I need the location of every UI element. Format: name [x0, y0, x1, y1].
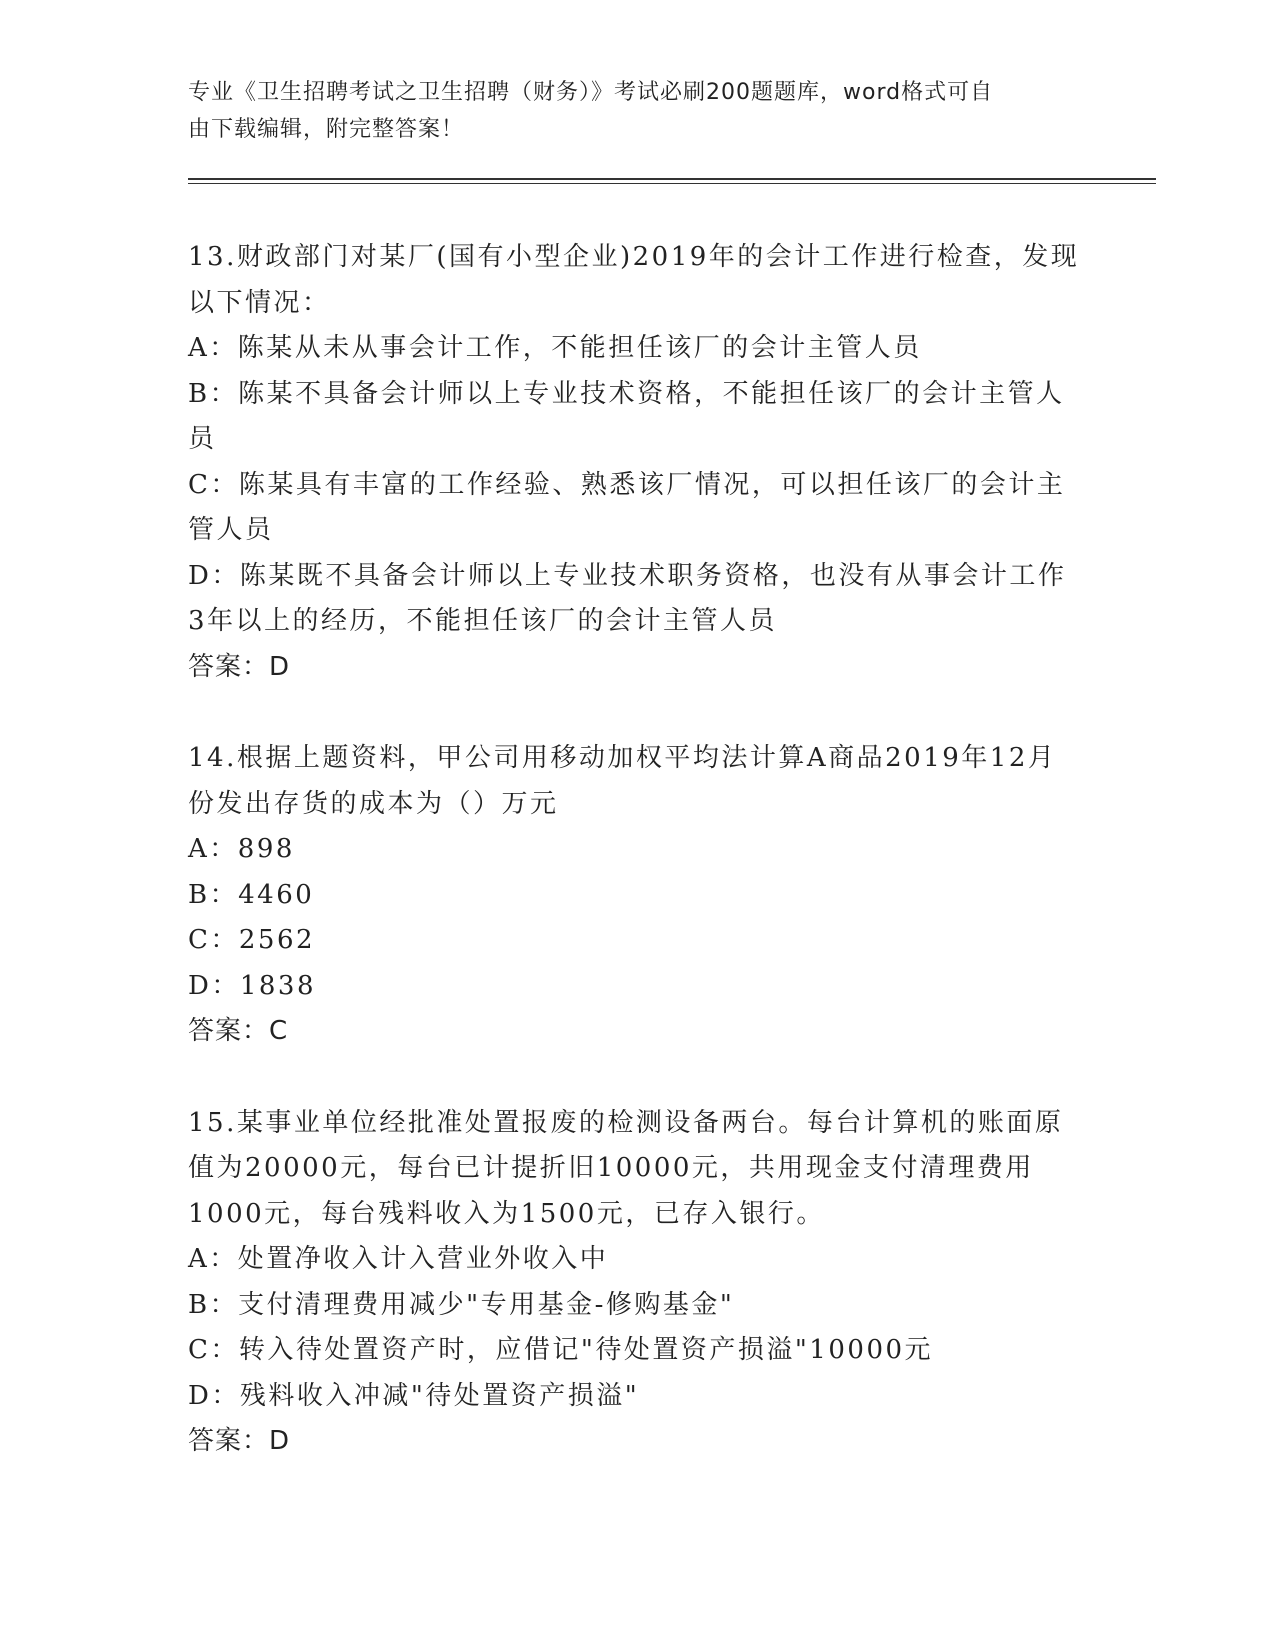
option-c: 管人员	[188, 515, 274, 545]
answer: 答案：D	[188, 1426, 291, 1456]
option-c: C：转入待处置资产时，应借记"待处置资产损溢"10000元	[188, 1335, 934, 1365]
option-b: B：陈某不具备会计师以上专业技术资格，不能担任该厂的会计主管人	[188, 378, 1065, 409]
option-d: 3年以上的经历，不能担任该厂的会计主管人员	[188, 606, 778, 636]
option-d: D：残料收入冲减"待处置资产损溢"	[188, 1380, 640, 1411]
question-list	[188, 235, 1088, 1511]
option-d: D：陈某既不具备会计师以上专业技术职务资格，也没有从事会计工作	[188, 560, 1067, 591]
document-header	[188, 74, 1078, 148]
header-line: 由下载编辑，附完整答案！	[188, 117, 465, 142]
question-stem: 值为20000元，每台已计提折旧10000元，共用现金支付清理费用	[188, 1153, 1034, 1183]
question-14	[188, 736, 1088, 1055]
option-a: A：处置净收入计入营业外收入中	[188, 1244, 609, 1274]
question-15	[188, 1101, 1088, 1465]
option-c: C：陈某具有丰富的工作经验、熟悉该厂情况，可以担任该厂的会计主	[188, 469, 1066, 500]
header-divider	[188, 178, 1156, 180]
header-line: 专业《卫生招聘考试之卫生招聘（财务）》考试必刷200题题库，word格式可自	[188, 80, 994, 105]
option-b: B：支付清理费用减少"专用基金-修购基金"	[188, 1289, 735, 1320]
question-stem: 1000元，每台残料收入为1500元，已存入银行。	[188, 1198, 825, 1229]
question-stem: 13.财政部门对某厂(国有小型企业)2019年的会计工作进行检查，发现	[188, 242, 1080, 272]
option-c: C：2562	[188, 925, 316, 955]
answer: 答案：C	[188, 1016, 289, 1046]
question-13	[188, 235, 1088, 690]
option-b: 员	[188, 424, 217, 454]
option-a: A：陈某从未从事会计工作，不能担任该厂的会计主管人员	[188, 333, 922, 363]
question-stem: 15.某事业单位经批准处置报废的检测设备两台。每台计算机的账面原	[188, 1107, 1064, 1138]
question-stem: 14.根据上题资料，甲公司用移动加权平均法计算A商品2019年12月	[188, 743, 1057, 773]
option-b: B：4460	[188, 879, 315, 910]
option-a: A：898	[188, 834, 295, 864]
question-stem: 以下情况：	[188, 287, 331, 318]
header-divider-thin	[188, 183, 1156, 184]
question-stem: 份发出存货的成本为（）万元	[188, 788, 559, 819]
answer: 答案：D	[188, 651, 291, 682]
option-d: D：1838	[188, 970, 317, 1001]
